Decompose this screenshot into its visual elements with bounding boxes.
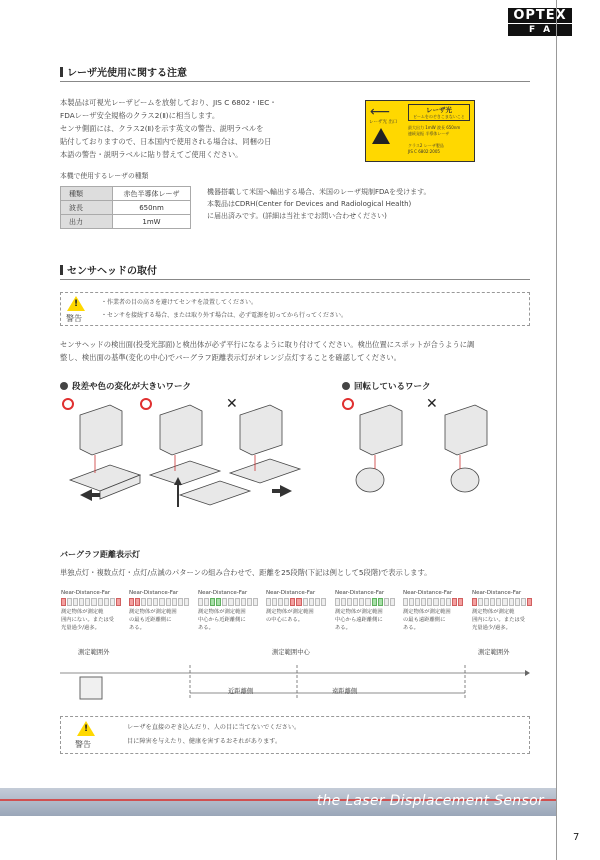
incorrect-mark-icon: ✕ xyxy=(226,396,238,412)
label-far-side: 遠距離側 xyxy=(332,688,358,695)
laser-hazard-icon xyxy=(372,128,390,144)
warning-box-1: ! 警告 ・作業者の目の高さを避けてセンサを設置してください。 ・センサを接続する場合、または取り外す場合は、必ず電源を切ってから行ってください。 xyxy=(60,292,530,326)
optex-logo xyxy=(508,8,572,36)
bargraph-example: Near-Distance-Far 測定物体が測定範 囲内にない。または受 光量過少/過多。 xyxy=(61,590,121,632)
table-row: 波長 650nm xyxy=(61,201,191,215)
bargraph-example: Near-Distance-Far 測定物体が測定範囲 中心から近距離側に ある。 xyxy=(198,590,258,632)
bargraph-example: Near-Distance-Far 測定物体が測定範囲 の最も近距離側に ある。 xyxy=(129,590,189,632)
warning-icon: ! xyxy=(77,721,95,736)
bargraph-title: バーグラフ距離表示灯 xyxy=(60,550,140,559)
bargraph-desc: 単独点灯・複数点灯・点灯/点滅のパターンの組み合わせで、距離を25段階(下記は例として5段階)で表示します。 xyxy=(60,568,432,577)
mounting-diagrams xyxy=(60,395,540,520)
label-range-center: 測定範囲中心 xyxy=(272,649,310,656)
footer-title: the Laser Displacement Sensor xyxy=(316,793,544,809)
warning-icon: ! xyxy=(67,296,85,311)
label-out-of-range-right: 測定範囲外 xyxy=(478,649,510,656)
laser-spec-table xyxy=(60,186,191,229)
warning-box-2: ! 警告 レーザを直接のぞき込んだり、人の目に当てないでください。 目に障害を与えたり、健康を害するおそれがあります。 xyxy=(60,716,530,754)
bargraph-example: Near-Distance-Far 測定物体が測定範囲 の最も遠距離側に ある。 xyxy=(403,590,463,632)
table-row: 種類 赤色半導体レーザ xyxy=(61,187,191,201)
laser-table-title: 本機で使用するレーザの種類 xyxy=(60,172,149,180)
label-near-side: 近距離側 xyxy=(228,688,254,695)
table-row: 出力 1mW xyxy=(61,215,191,229)
logo-bottom: FA xyxy=(508,24,572,36)
label-out-of-range-left: 測定範囲外 xyxy=(78,649,110,656)
laser-warning-label: ⟵ レーザ光 出口 レーザ光 ビームをのぞきこまないこと 最大出力 1mW 波長 650nm 連続発振 半導体レーザ クラス2 レーザ製品 JIS C 6802:2005 xyxy=(365,100,475,162)
mounting-instructions: センサヘッドの検出面(投受光部面)と検出体が必ず平行になるように取り付けてください。検出位置にスポットが合うように調 整し、検出面の基準(変化の中心)でバーグラフ距離表示灯がオレンジ点灯することを確認してください。 xyxy=(60,340,475,362)
section-title-laser: レーザ光使用に関する注意 xyxy=(60,64,530,82)
laser-intro: 本製品は可視光レーザビームを放射しており、JIS C 6802・IEC・ FDAレーザ安全規格のクラス2(Ⅱ)に相当します。 センサ側面には、クラス2(Ⅱ)を示す英文の警告、説明ラベルを 貼付しておりますので、日本国内で使用される場合は、同梱の日 本語の警告・説明ラベルに貼り替えてご使用ください。 xyxy=(60,98,277,159)
range-diagram xyxy=(60,655,530,705)
bargraph-example: Near-Distance-Far 測定物体が測定範囲 の中心にある。 xyxy=(266,590,326,624)
footer-band xyxy=(0,788,556,816)
heading-step-workpiece: 段差や色の変化が大きいワーク xyxy=(60,380,191,392)
logo-top: OPTEX xyxy=(508,8,572,23)
bargraph-example: Near-Distance-Far 測定物体が測定範 囲内にない。または受 光量過少/過多。 xyxy=(472,590,532,632)
heading-rotating-workpiece: 回転しているワーク xyxy=(342,380,431,392)
section-title-mounting: センサヘッドの取付 xyxy=(60,262,530,280)
fda-note: 機器搭載して米国へ輸出する場合、米国のレーザ規制FDAを受けます。 本製品はCDRH(Center for Devices and Radiological Health) に届出済みです。(詳細は当社までお問い合わせください) xyxy=(207,188,431,220)
arrow-left-icon: ⟵ xyxy=(370,104,391,120)
bargraph-example: Near-Distance-Far 測定物体が測定範囲 中心から遠距離側に ある。 xyxy=(335,590,395,632)
incorrect-mark-icon: ✕ xyxy=(426,396,438,412)
page-number: 7 xyxy=(573,832,580,843)
margin-rule xyxy=(556,0,557,860)
